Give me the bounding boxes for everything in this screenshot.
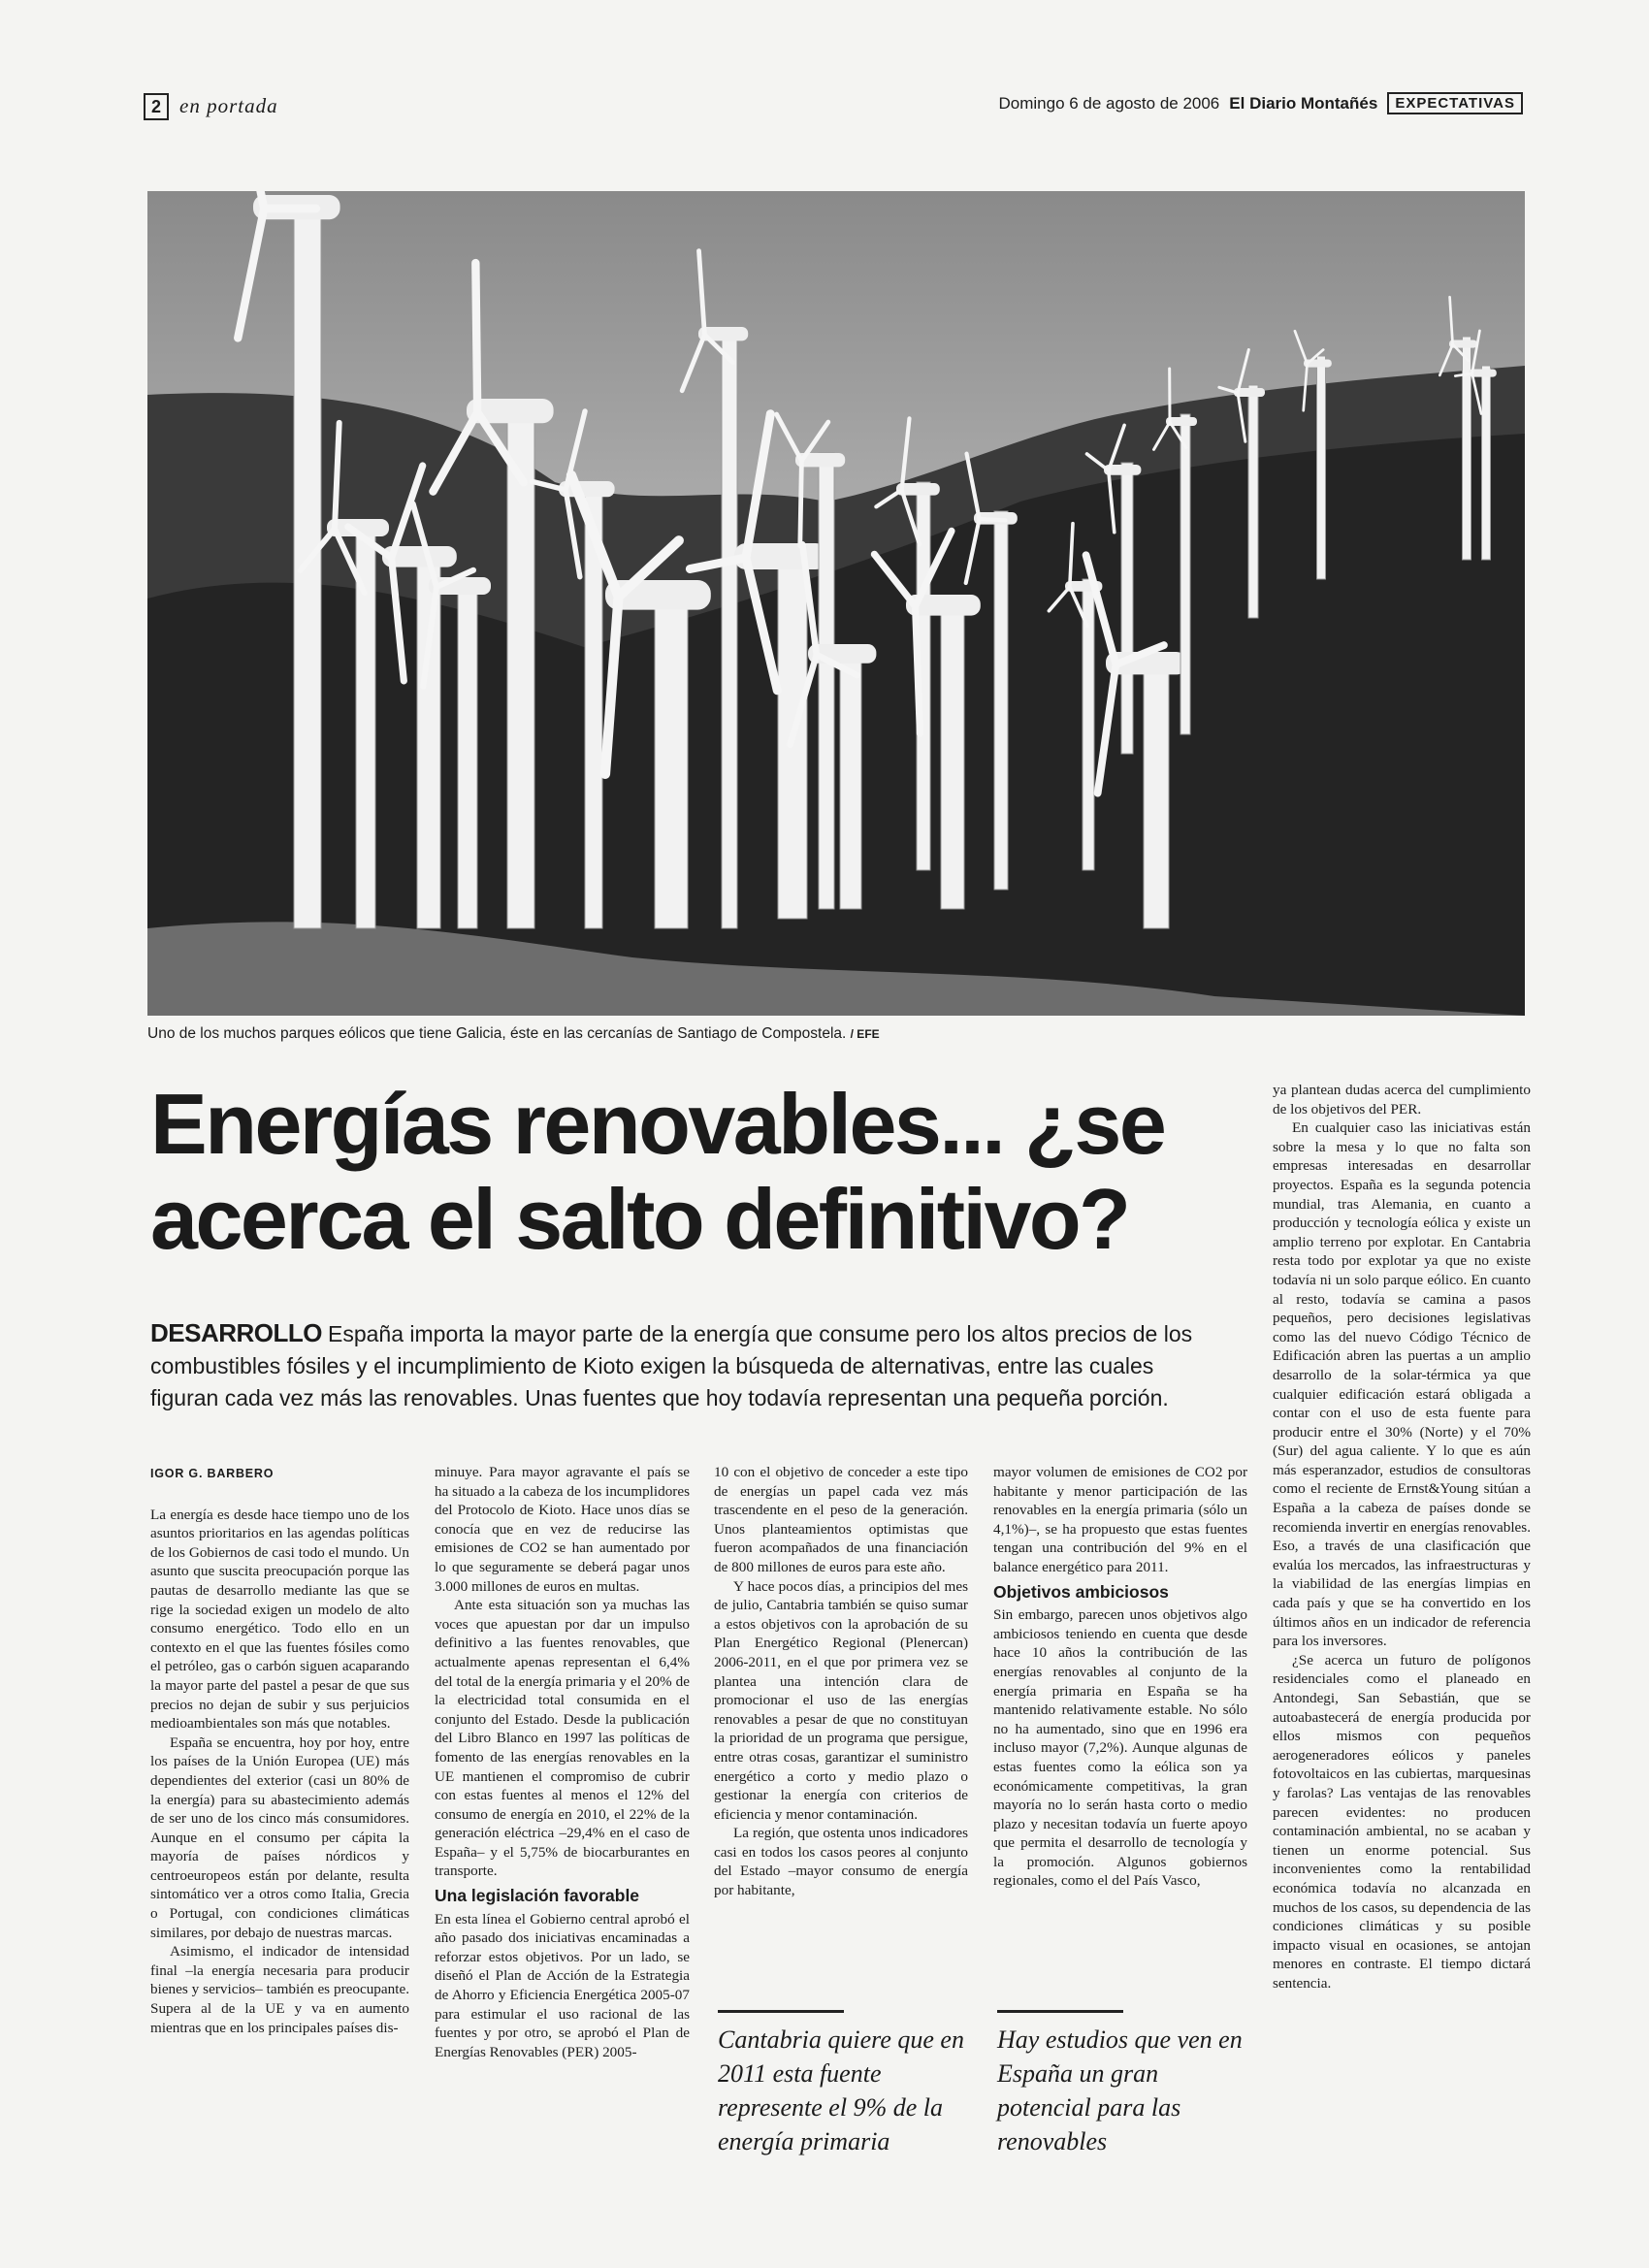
wind-turbines-illustration xyxy=(147,191,1525,1016)
paragraph: En esta línea el Gobierno central aprobó el año pasado dos iniciativas encaminadas a reforzar estos objetivos. Por un lado, se diseñó el Plan de Acción de la Estrategia de Ahorro y Eficiencia Energética 2005-07 para estimular el uso racional de las fuentes y por otro, se aprobó el Plan de Energías Renovables (PER) 2005- xyxy=(435,1910,690,2060)
paragraph: En cualquier caso las iniciativas están sobre la mesa y lo que no falta son empresas interesadas en desarrollar proyectos. España es la segunda potencia mundial, tras Alemania, en cuanto a producción y tecnología eólica y existe un amplio terreno por explotar. En Cantabria resta todo por explotar ya que no existe todavía ni un solo parque eólico. En cuanto al resto, todavía se camina a pasos pequeños, pero decisiones legislativas como las del nuevo Código Técnico de Edificación abren las puertas a un amplio desarrollo de la solar-térmica ya que cualquier edificación estará obligada a contar con el uso de esta fuente para producir entre el 30% (Norte) y el 70% (Sur) del agua caliente. Y lo que es aún más esperanzador, estudios de consultoras como el reciente de Ernst&Young sitúan a España a la cabeza de países donde se recomienda invertir en energías renovables. Eso, a través de una clasificación que evalúa los mercados, las infraestructuras y la viabilidad de las energías limpias en cada país y que se ha convertido en los últimos años en un indicador de referencia para los inversores. xyxy=(1273,1119,1531,1650)
lede xyxy=(150,1317,1227,1414)
paragraph: La región, que ostenta unos indicadores casi en todos los casos peores al conjunto del Estado –mayor consumo de energía por habitante, xyxy=(714,1825,968,1899)
paragraph: Sin embargo, parecen unos objetivos algo ambiciosos teniendo en cuenta que desde hace 10 años la contribución de las energías renovables al conjunto de la energía primaria en España se ha mantenido relativamente estable. No sólo no ha aumentado, sino que en 1996 era incluso mayor (7,2%). Aunque algunas de estas fuentes como la eólica son ya económicamente competitivas, la gran mayoría no lo serán hasta corto o medio plazo y necesitan todavía un fuerte apoyo que permita el desarrollo de tecnología y la promoción. Algunos gobiernos regionales, como el del País Vasco, xyxy=(993,1606,1247,1890)
column-2 xyxy=(435,1463,690,2061)
section-tag: EXPECTATIVAS xyxy=(1387,92,1523,114)
paragraph: 10 con el objetivo de conceder a este tipo de energías un papel cada vez más trascendente en el peso de la generación. Unos planteamientos optimistas que fueron acompañados de una financiación de 800 millones de euros para este año. xyxy=(714,1464,968,1575)
page-header xyxy=(998,92,1523,114)
byline: IGOR G. BARBERO xyxy=(150,1467,275,1480)
page-number: 2 xyxy=(144,93,169,120)
photo-credit: / EFE xyxy=(850,1027,880,1041)
paragraph: Ante esta situación son ya muchas las voces que apuestan por dar un impulso definitivo a las fuentes renovables, que actualmente apenas representan el 6,4% del total de la energía primaria y el 20% de la electricidad total consumida en el conjunto del Estado. Desde la publicación del Libro Blanco en 1997 las políticas de fomento de las energías renovables en la UE mantienen el compromiso de cubrir con estas fuentes al menos el 12% del consumo de energía en 2010, el 22% de la generación eléctrica –29,4% en el caso de España– y el 5,75% de biocarburantes en transporte. xyxy=(435,1597,690,1880)
lede-text: España importa la mayor parte de la energía que consume pero los altos precios de los combustibles fósiles y el incumplimiento de Kioto exigen la búsqueda de alternativas, entre las cuales figuran cada vez más las renovables. Unas fuentes que hoy todavía representan una pequeña porción. xyxy=(150,1321,1193,1410)
wind-farm-photo xyxy=(147,191,1525,1016)
column-5 xyxy=(1273,1081,1531,1993)
column-1 xyxy=(150,1465,409,2037)
paragraph: minuye. Para mayor agravante el país se ha situado a la cabeza de los incumplidores del Protocolo de Kioto. Hace unos días se conocía que en vez de reducirse las emisiones de CO2 se han aumentado por lo que seguramente se deberá pagar unos 3.000 millones de euros en multas. xyxy=(435,1464,690,1595)
subhead-legislacion: Una legislación favorable xyxy=(435,1886,640,1906)
paragraph: ¿Se acerca un futuro de polígonos residenciales como el planeado en Antondegi, San Sebastián, que se autoabastecerá de energía producida por ellos mismos con pequeños aerogeneradores eólicos y paneles fotovoltaicos en las cubiertas, marquesinas y farolas? Las ventajas de las renovables parecen evidentes: no producen contaminación ambiental, no se acaban y tienen un enorme potencial. Sus inconvenientes como la rentabilidad económica todavía no alcanzada en muchos de los casos, su dependencia de las condiciones climáticas y su posible impacto visual en ocasiones, se antojan menores en contraste. El tiempo dictará sentencia. xyxy=(1273,1651,1531,1992)
pullquote-text: Hay estudios que ven en España un gran potencial para las renovables xyxy=(997,2025,1243,2155)
paragraph: España se encuentra, hoy por hoy, entre los países de la Unión Europea (UE) más dependientes del exterior (casi un 80% de la energía) para su abastecimiento además de ser uno de los cinco más consumidores. Aunque en el consumo per cápita la mayoría de países nórdicos y centroeuropeos están por delante, resulta sintomático ver a otros como Italia, Grecia o Portugal, con condiciones climáticas similares, por debajo de nuestras marcas. xyxy=(150,1733,409,1941)
headline: Energías renovables... ¿se acerca el salto definitivo? xyxy=(150,1076,1165,1267)
section-name: en portada xyxy=(179,94,278,117)
paragraph: Asimismo, el indicador de intensidad final –la energía necesaria para producir bienes y servicios– también es preocupante. Supera al de la UE y va en aumento mientras que en los principales países dis- xyxy=(150,1943,409,2036)
column-4 xyxy=(993,1463,1247,1891)
pullquote-text: Cantabria quiere que en 2011 esta fuente represente el 9% de la energía primaria xyxy=(718,2025,964,2155)
paragraph: Y hace pocos días, a principios del mes de julio, Cantabria también se quiso sumar a estos objetivos con la aprobación de su Plan Energético Regional (Plenercan) 2006-2011, en el que por primera vez se plantea una intención clara de promocionar el uso de las energías renovables a pesar de que no constituyan la prioridad de un programa que persigue, entre otras cosas, garantizar el suministro energético a corto y medio plazo o gestionar la energía con criterios de eficiencia y menor contaminación. xyxy=(714,1577,968,1823)
paragraph: ya plantean dudas acerca del cumplimiento de los objetivos del PER. xyxy=(1273,1082,1531,1118)
subhead-objetivos: Objetivos ambiciosos xyxy=(993,1581,1169,1602)
caption-text: Uno de los muchos parques eólicos que tiene Galicia, éste en las cercanías de Santiago de Compostela. xyxy=(147,1025,847,1042)
pullquote-rule xyxy=(997,2010,1123,2013)
lede-kicker: DESARROLLO xyxy=(150,1318,322,1347)
photo-caption xyxy=(147,1024,1525,1044)
issue-date: Domingo 6 de agosto de 2006 xyxy=(998,93,1220,113)
paragraph: La energía es desde hace tiempo uno de los asuntos prioritarios en las agendas políticas de los Gobiernos de casi todo el mundo. Un asunto que suscita preocupación porque las pautas de desarrollo mediante las que se rige la sociedad exigen un modelo de alto consumo energético. Todo ello en un contexto en el que las fuentes fósiles como el petróleo, gas o carbón siguen acaparando la mayor parte del pastel a pesar de que sus precios no dejan de subir y sus perjuicios medioambientales son más que notables. xyxy=(150,1506,409,1733)
pullquote-1 xyxy=(718,2010,968,2158)
pullquote-2 xyxy=(997,2010,1247,2158)
newspaper-name: El Diario Montañés xyxy=(1229,93,1378,113)
paragraph: mayor volumen de emisiones de CO2 por habitante y menor participación de las renovables en la energía primaria (sólo un 4,1%)–, se ha propuesto que estas fuentes tengan una contribución del 9% en el balance energético para 2011. xyxy=(993,1464,1247,1575)
column-3 xyxy=(714,1463,968,1900)
pullquote-rule xyxy=(718,2010,844,2013)
